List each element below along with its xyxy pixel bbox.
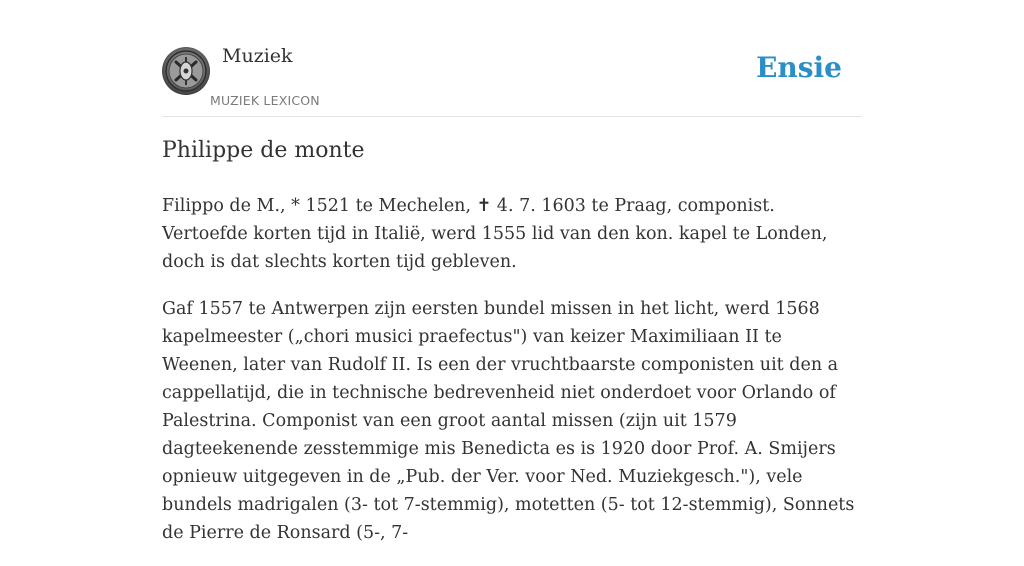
article-title: Philippe de monte	[162, 138, 365, 163]
brand-logo[interactable]: Ensie	[756, 51, 842, 84]
article-paragraph: Gaf 1557 te Antwerpen zijn eersten bundel missen in het licht, werd 1568 kapelmeester („chori musici praefectus") van keizer Maximiliaan II te Weenen, later van Rudolf II. Is een der vruchtbaarste componisten uit den a cappellatijd, die in technische bedrevenheid niet onderdoet voor Orlando of Palestrina. Componist van een groot aantal missen (zijn uit 1579 dagteekenende zesstemmige mis Benedicta es is 1920 door Prof. A. Smijers opnieuw uitgegeven in de „Pub. der Ver. voor Ned. Muziekgesch."), vele bundels madrigalen (3- tot 7-stemmig), motetten (5- tot 12-stemmig), Sonnets de Pierre de Ronsard (5-, 7-	[162, 299, 855, 543]
article-paragraph: Filippo de M., * 1521 te Mechelen, ✝ 4. 7. 1603 te Praag, componist. Vertoefde korten tijd in Italië, werd 1555 lid van den kon. kapel te Londen, doch is dat slechts korten tijd gebleven.	[162, 196, 828, 272]
site-name[interactable]: Muziek	[222, 45, 293, 67]
medallion-logo-icon[interactable]	[162, 47, 210, 95]
site-header	[162, 0, 862, 117]
article-body	[162, 192, 862, 566]
site-subtitle: MUZIEK LEXICON	[210, 93, 320, 108]
